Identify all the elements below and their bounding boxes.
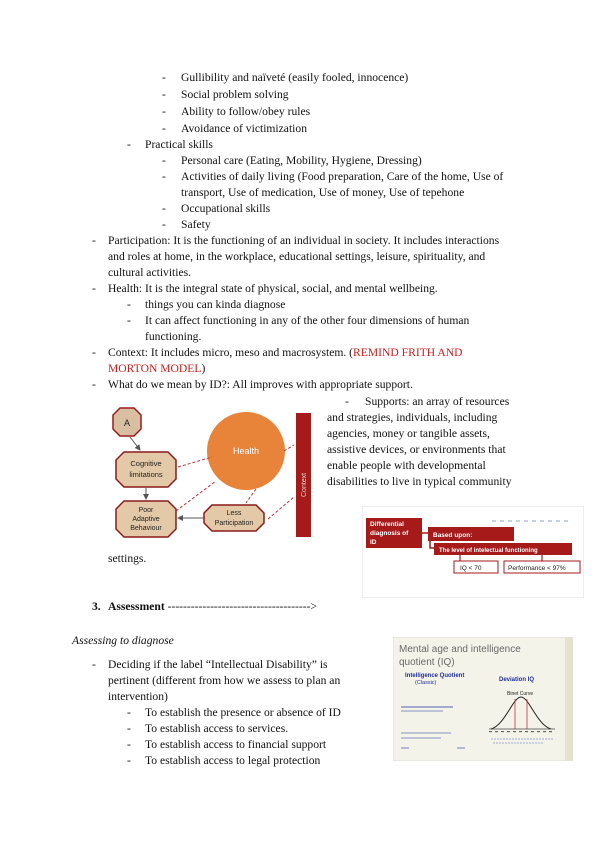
practical-heading: Practical skills: [145, 138, 213, 151]
bullet-dash: -: [162, 105, 166, 118]
supports-line: Supports: an array of resources: [365, 395, 510, 408]
supports-line: assistive devices, or environments that: [327, 443, 506, 456]
deciding-line: Deciding if the label “Intellectual Disability” is: [108, 658, 328, 671]
assessment-arrow: ------------------------------------->: [167, 600, 317, 613]
slide-iq-label: Intelligence Quotient: [405, 673, 465, 679]
social-item: Social problem solving: [181, 88, 289, 101]
establish-item: To establish access to legal protection: [145, 754, 321, 767]
slide-binet: Binet Curve: [507, 691, 534, 697]
supports-line: and strategies, individuals, including: [327, 411, 498, 424]
bullet-dash: -: [127, 722, 131, 735]
social-item: Gullibility and naïveté (easily fooled, innocence): [181, 71, 409, 84]
bullet-dash: -: [127, 298, 131, 311]
functioning-diagram: [108, 405, 320, 545]
social-item: Ability to follow/obey rules: [181, 105, 311, 118]
slide-iq-sub: (Classic): [415, 680, 437, 686]
bullet-dash: -: [162, 202, 166, 215]
slide-title: quotient (IQ): [399, 657, 455, 668]
assessment-title: Assessment: [108, 600, 165, 613]
practical-item-cont: transport, Use of medication, Use of money, Use of tepehone: [181, 186, 465, 199]
bullet-dash: -: [162, 88, 166, 101]
health-sub: It can affect functioning in any of the other four dimensions of human: [145, 314, 470, 327]
node-a-label: A: [123, 418, 131, 428]
iq-slide-image: [393, 637, 573, 761]
bullet-dash: -: [162, 71, 166, 84]
context-line-cont: MORTON MODEL): [108, 362, 206, 375]
practical-item: Activities of daily living (Food preparation, Care of the home, Use of: [181, 170, 504, 183]
establish-item: To establish access to services.: [145, 722, 289, 735]
slide-deviation: Deviation IQ: [499, 677, 535, 683]
bullet-dash: -: [127, 706, 131, 719]
bullet-dash: -: [92, 234, 96, 247]
participation-line: and roles at home, in the workplace, educational settings, leisure, spirituality, and: [108, 250, 486, 263]
bullet-dash: -: [127, 314, 131, 327]
based-upon-label: Based upon:: [433, 532, 473, 539]
differential-label: ID: [370, 539, 377, 546]
health-sub: things you can kinda diagnose: [145, 298, 286, 311]
supports-line-end: settings.: [108, 552, 147, 565]
practical-item: Personal care (Eating, Mobility, Hygiene, Dressing): [181, 154, 422, 167]
context-line: Context: It includes micro, meso and macrosystem. (REMIND FRITH AND: [108, 346, 463, 359]
iq-label: IQ < 70: [460, 565, 482, 572]
performance-label: Performance < 97%: [508, 565, 566, 572]
practical-item: Safety: [181, 218, 211, 231]
supports-line: disabilities to live in typical community: [327, 475, 512, 488]
cognitive-label: limitations: [129, 470, 163, 479]
differential-diagnosis-diagram: [362, 506, 584, 598]
supports-line: enable people with developmental: [327, 459, 486, 472]
bullet-dash: -: [127, 754, 131, 767]
less-participation-box: [204, 505, 264, 531]
bullet-dash: -: [162, 218, 166, 231]
cognitive-label: Cognitive: [130, 459, 162, 468]
health-line: Health: It is the integral state of physical, social, and mental wellbeing.: [108, 282, 438, 295]
differential-label: diagnosis of: [370, 530, 409, 537]
practical-item: Occupational skills: [181, 202, 271, 215]
bullet-dash: -: [92, 378, 96, 391]
participation-line: cultural activities.: [108, 266, 192, 279]
establish-item: To establish the presence or absence of ID: [145, 706, 341, 719]
bullet-dash: -: [162, 154, 166, 167]
health-sub-cont: functioning.: [145, 330, 202, 343]
health-label: Health: [232, 446, 260, 456]
subheading-assessing: Assessing to diagnose: [72, 634, 174, 647]
context-red: REMIND FRITH AND: [353, 346, 463, 359]
bullet-dash: -: [162, 122, 166, 135]
what-id-line: What do we mean by ID?: All improves with appropriate support.: [108, 378, 413, 391]
poor-label: Poor: [138, 507, 154, 514]
bullet-dash: -: [127, 738, 131, 751]
deciding-line: intervention): [108, 690, 168, 703]
bullet-dash: -: [345, 395, 349, 408]
bullet-dash: -: [127, 138, 131, 151]
context-red: MORTON MODEL: [108, 362, 202, 375]
section-number: 3.: [92, 600, 101, 613]
poor-label: Adaptive: [132, 516, 160, 523]
context-bar-label: Context: [301, 472, 308, 497]
bullet-dash: -: [92, 346, 96, 359]
differential-label: Differential: [370, 521, 404, 528]
bullet-dash: -: [92, 282, 96, 295]
less-label: Less: [226, 510, 242, 517]
section-heading: [108, 599, 317, 615]
level-label: The level of intelectual functioning: [439, 548, 538, 554]
less-label: Participation: [214, 520, 254, 527]
social-item: Avoidance of victimization: [181, 122, 307, 135]
deciding-line: pertinent (different from how we assess to plan an: [108, 674, 341, 687]
supports-line: agencies, money or tangible assets,: [327, 427, 490, 440]
establish-item: To establish access to financial support: [145, 738, 327, 751]
bullet-dash: -: [92, 658, 96, 671]
slide-title: Mental age and intelligence: [399, 644, 521, 655]
poor-label: Behaviour: [130, 525, 162, 532]
bullet-dash: -: [162, 170, 166, 183]
participation-line: Participation: It is the functioning of an individual in society. It includes interactions: [108, 234, 500, 247]
